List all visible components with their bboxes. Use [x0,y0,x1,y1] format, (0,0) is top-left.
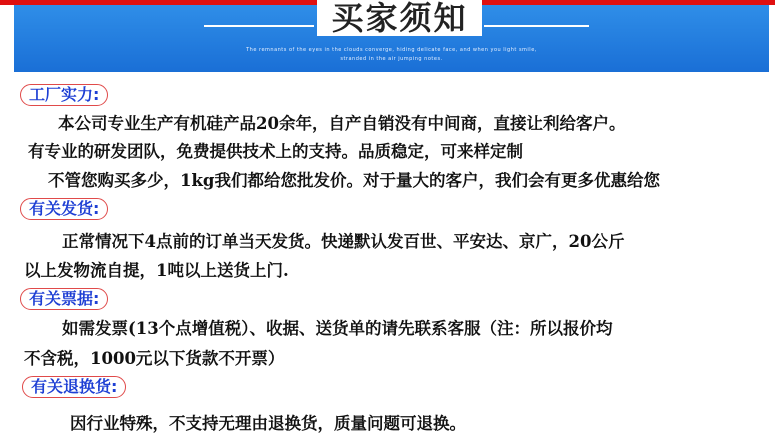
invoice-line-2: 不含税，1000元以下货款不开票） [24,349,285,368]
banner-subtitle-line1: The remnants of the eyes in the clouds converge, hiding delicate face, and when you light smile, [246,47,537,53]
section-label-factory: 工厂实力: [20,84,108,106]
banner-subtitle-line2: stranded in the air jumping notes. [340,56,443,62]
title-divider-left [204,25,314,27]
page-title: 买家须知 [331,0,468,37]
invoice-line-1: 如需发票(13个点增值税）、收据、送货单的请先联系客服（注：所以报价均 [62,319,613,338]
shipping-line-1: 正常情况下4点前的订单当天发货。快递默认发百世、平安达、京广，20公斤 [62,232,625,251]
factory-line-1: 本公司专业生产有机硅产品20余年，自产自销没有中间商，直接让利给客户。 [58,114,626,133]
header-banner [14,0,769,72]
factory-line-2: 有专业的研发团队，免费提供技术上的支持。品质稳定，可来样定制 [28,142,523,161]
shipping-line-2: 以上发物流自提，1吨以上送货上门. [24,261,289,280]
section-label-shipping: 有关发货: [20,198,108,220]
returns-line-1: 因行业特殊，不支持无理由退换货，质量问题可退换。 [70,414,466,433]
section-label-returns: 有关退换货: [22,376,126,398]
section-label-invoice: 有关票据: [20,288,108,310]
factory-line-3: 不管您购买多少，1kg我们都给您批发价。对于量大的客户，我们会有更多优惠给您 [48,171,660,190]
title-box [317,0,482,36]
title-divider-right [484,25,589,27]
